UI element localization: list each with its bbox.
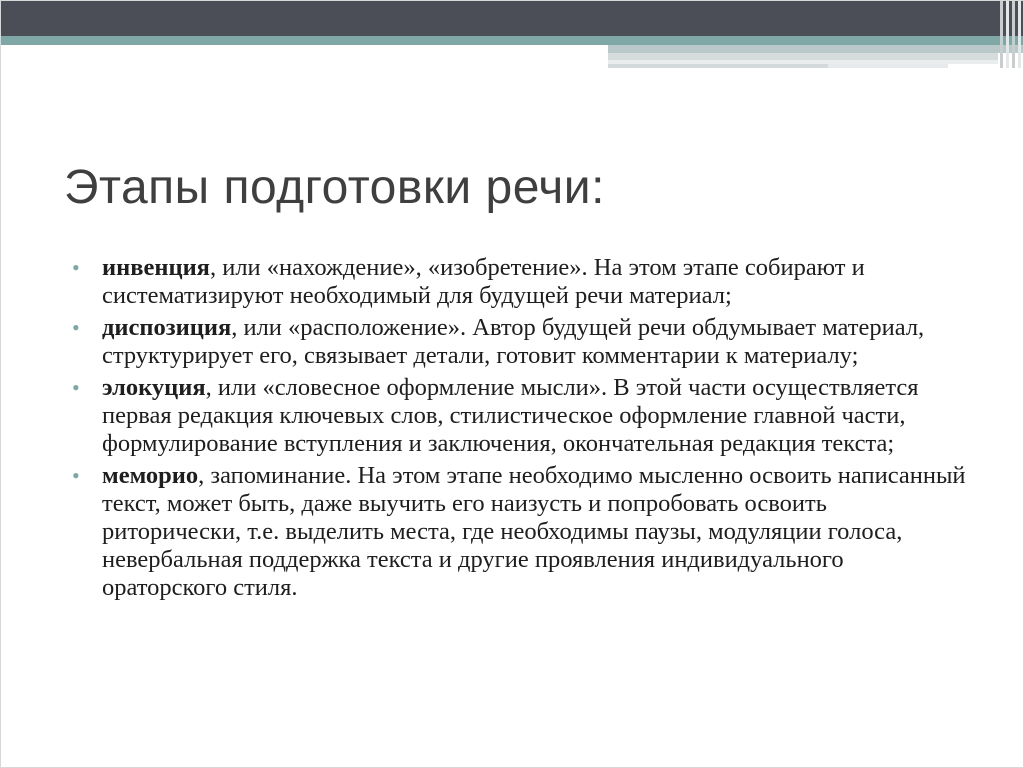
decor-bar	[828, 64, 948, 68]
bullet-icon: •	[72, 375, 80, 400]
bullet-text: , запоминание. На этом этапе необходимо мысленно освоить написанный текст, может быть, даже выучить его наизусть и попробовать освоить риторически, т.е. выделить места, где необходимы паузы, модуляции голоса, невербальная поддержка текста и другие проявления индивидуального ораторского стиля.	[102, 462, 966, 601]
header-band	[0, 0, 1024, 36]
decor-bar	[608, 45, 1024, 53]
decor-bar	[608, 64, 828, 68]
bullet-item-elocution	[72, 374, 972, 458]
slide-title: Этапы подготовки речи:	[64, 161, 605, 214]
bullet-term: элокуция	[102, 374, 206, 401]
bullet-text: , или «расположение». Автор будущей речи обдумывает материал, структурирует его, связывает детали, готовит комментарии к материалу;	[102, 314, 925, 369]
bullet-item-disposition	[72, 314, 972, 370]
decor-vertical-lines	[994, 0, 1024, 68]
accent-stripe	[0, 36, 1024, 45]
bullet-list	[72, 254, 972, 606]
bullet-item-memoria	[72, 462, 972, 602]
decor-line	[1006, 0, 1009, 68]
decor-line	[1018, 0, 1021, 68]
bullet-text: , или «словесное оформление мысли». В этой части осуществляется первая редакция ключевых слов, стилистическое оформление главной части, формулирование вступления и заключения, окончательная редакция текста;	[102, 374, 919, 457]
bullet-icon: •	[72, 315, 80, 340]
bullet-icon: •	[72, 463, 80, 488]
bullet-term: диспозиция	[102, 314, 232, 341]
bullet-term: меморио	[102, 462, 199, 489]
bullet-text: , или «нахождение», «изобретение». На этом этапе собирают и систематизируют необходимый для будущей речи материал;	[102, 254, 865, 309]
decor-line	[1012, 0, 1015, 68]
bullet-item-invention	[72, 254, 972, 310]
bullet-icon: •	[72, 255, 80, 280]
decor-line	[1000, 0, 1003, 68]
bullet-term: инвенция	[102, 254, 210, 281]
decor-bar	[608, 53, 998, 60]
